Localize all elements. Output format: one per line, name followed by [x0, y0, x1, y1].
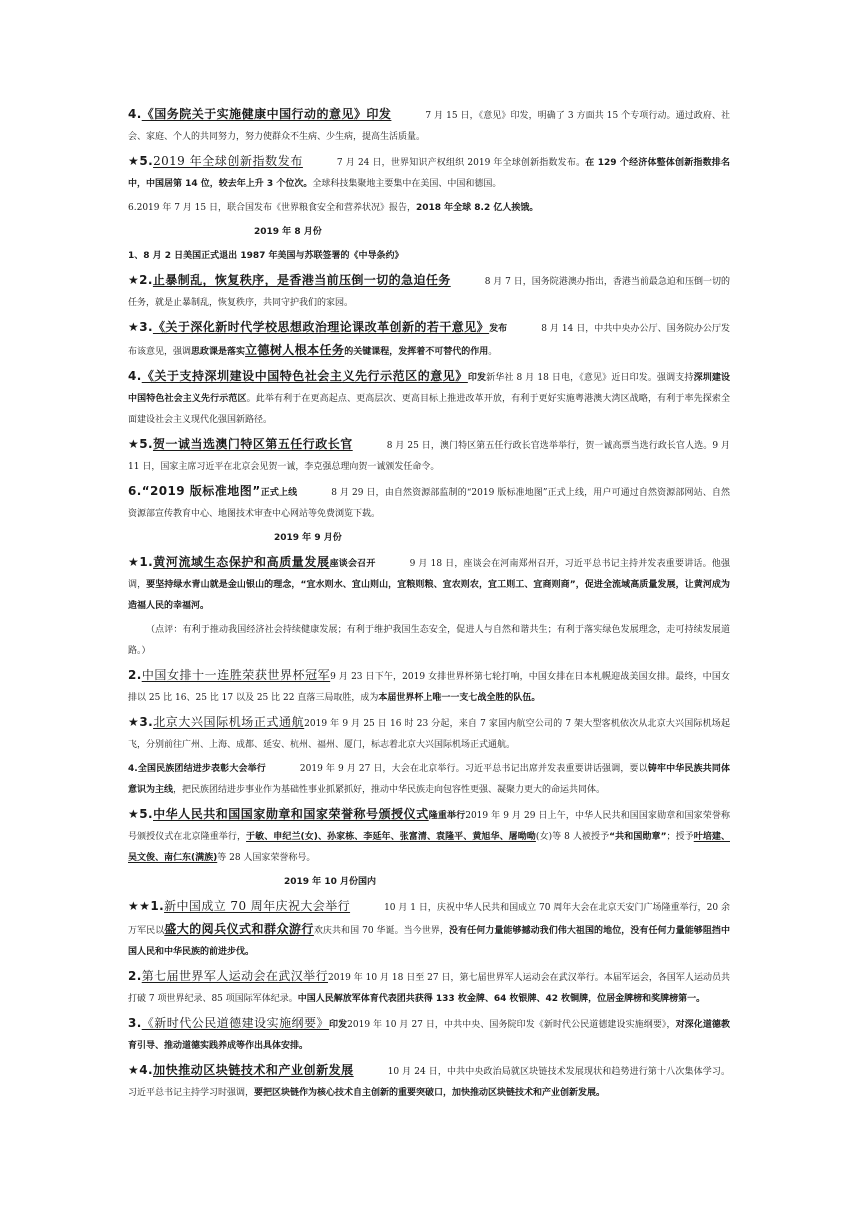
item-number: ★4. — [128, 1063, 153, 1077]
news-item-innovation-index — [128, 151, 730, 195]
item-headline: 《国务院关于实施健康中国行动的意见》印发 — [141, 107, 392, 121]
news-item-shenzhen — [128, 366, 730, 431]
item-body: 8 月 25 日，澳门特区第五任行政长官选举举行，贺一诚高票当选行政长官人选。9 月 11 日，国家主席习近平在北京会见贺一诚，李克强总理向贺一诚颁发任命令。 — [128, 441, 730, 472]
news-item-70th-anniversary — [128, 896, 730, 963]
item-body: 8 月 29 日，由自然资源部监制的“2019 版标准地图”正式上线，用户可通过自然资源部网站、自然资源部宣传教育中心、地图技术审查中心网站等免费浏览下载。 — [128, 488, 730, 519]
item-body: 8 月 14 日，中共中央办公厅、国务院办公厅发布该意见，强调 — [128, 324, 730, 357]
item-body: 7 月 24 日，世界知识产权组织 2019 年全球创新指数发布。 — [336, 158, 586, 168]
section-heading-august: 2019 年 8 月份 — [254, 227, 322, 237]
item-headline-suffix: 隆重举行 — [428, 811, 466, 821]
item-body-bold: 铸牢中华民族共同体意识为主线 — [128, 764, 730, 795]
item-body: 9 月 18 日，座谈会在河南郑州召开，习近平总书记主持并发表重要讲话。他强调， — [128, 559, 730, 590]
item-body: ；授予 — [666, 832, 694, 842]
item-body: 2019 年 9 月 29 日上午，中华人民共和国国家勋章和国家荣誉称号颁授仪式在北京隆重举行， — [128, 811, 730, 842]
item-number: ★2. — [128, 273, 153, 287]
news-item-inf-treaty: 1、8 月 2 日美国正式退出 1987 年美国与苏联签署的《中导条约》 — [128, 251, 404, 261]
item-body: 欢庆共和国 70 华诞。当今世界， — [313, 926, 450, 936]
item-body-bold: 要把区块链作为核心技术自主创新的重要突破口，加快推动区块链技术和产业创新发展。 — [254, 1088, 606, 1098]
news-item-food-security — [128, 198, 730, 219]
item-body: 10 月 1 日，庆祝中华人民共和国成立 70 周年大会在北京天安门广场隆重举行，20 余万军民以 — [128, 903, 730, 936]
item-body-bold: 本届世界杯上唯一一支七战全胜的队伍。 — [378, 693, 541, 703]
news-item-commentary: （点评：有利于推动我国经济社会持续健康发展；有利于维护我国生态安全，促进人与自然和谐共生；有利于落实绿色发展理念，走可持续发展道路。） — [128, 625, 730, 656]
item-body: 2019 年 10 月 18 日至 27 日，第七届世界军人运动会在武汉举行。本届军运会，各国军人运动员共打破 7 项世界纪录、85 项国际军体纪录。 — [128, 973, 730, 1004]
item-body: 。 — [488, 347, 498, 357]
item-number: 4. — [128, 369, 142, 383]
item-number: 4. — [128, 107, 142, 121]
item-headline-suffix: 发布 — [489, 324, 508, 334]
item-headline: 全国民族团结进步表彰大会举行 — [137, 764, 266, 774]
item-body: 2019 年 9 月 25 日 16 时 23 分起，来自 7 家国内航空公司的 7 架大型客机依次从北京大兴国际机场起飞，分别前往广州、上海、成都、延安、杭州、福州、厦门，标志着北京大兴国际机场正式通航。 — [128, 719, 730, 750]
item-body-bold: 对深化道德教育引导、推动道德实践养成等作出具体安排。 — [128, 1020, 730, 1051]
news-item-health-china — [128, 104, 730, 148]
item-body: 新华社 8 月 18 日电，《意见》近日印发。强调支持 — [486, 373, 694, 383]
item-body-bold: 在 129 个经济体整体创新指数排名中，中国居第 14 位，较去年上升 3 个位次。 — [128, 158, 730, 189]
item-body-bold: 要坚持绿水青山就是金山银山的理念，“宜水则水、宜山则山，宜粮则粮、宜农则农，宜工则工、宜商则商”，促进全流域高质量发展，让黄河成为造福人民的幸福河。 — [128, 580, 730, 611]
section-heading-october: 2019 年 10 月份国内 — [284, 877, 376, 887]
item-body: ，把民族团结进步事业作为基础性事业抓紧抓好，推动中华民族走向包容性更强、凝聚力更大的命运共同体。 — [173, 785, 606, 795]
item-body-bold: 中国人民解放军体育代表团共获得 133 枚金牌、64 枚银牌、42 枚铜牌，位居金牌榜和奖牌榜第一。 — [297, 994, 706, 1004]
item-headline: 北京大兴国际机场正式通航 — [153, 715, 305, 729]
item-body: 9 月 23 日下午，2019 女排世界杯第七轮打响，中国女排在日本札幌迎战美国女排。最终，中国女排以 25 比 16、25 比 17 以及 25 比 22 直落三局取胜，成为 — [128, 672, 730, 703]
item-headline-suffix: 印发 — [467, 373, 487, 383]
news-item-national-medals — [128, 804, 730, 869]
item-body-bold: 的关键课程，发挥着不可替代的作用 — [344, 347, 489, 357]
news-item-ethnic-unity — [128, 759, 730, 801]
item-headline: 2019 年全球创新指数发布 — [153, 154, 303, 168]
item-body-emphasis: 叶培建、吴文俊、南仁东(满族) — [128, 832, 730, 863]
item-headline: 贺一诚当选澳门特区第五任行政长官 — [152, 437, 353, 451]
item-headline: 止暴制乱，恢复秩序，是香港当前压倒一切的急迫任务 — [152, 273, 451, 287]
news-item-yellow-river — [128, 552, 730, 617]
item-number: 4. — [128, 764, 138, 774]
item-body-bold: 没有任何力量能够撼动我们伟大祖国的地位，没有任何力量能够阻挡中国人民和中华民族的前进步伐。 — [128, 926, 730, 957]
item-body: 2019 年 9 月 27 日，大会在北京举行。习近平总书记出席并发表重要讲话强调，要以 — [299, 764, 648, 774]
item-number: ★5. — [128, 154, 154, 168]
news-item-standard-map — [128, 481, 730, 525]
item-headline-suffix: 正式上线 — [260, 488, 298, 498]
item-body: 10 月 24 日，中共中央政治局就区块链技术发展现状和趋势进行第十八次集体学习。习近平总书记主持学习时强调， — [128, 1067, 730, 1098]
item-number: 3. — [128, 1016, 142, 1030]
item-headline: 中华人民共和国国家勋章和国家荣誉称号颁授仪式 — [153, 807, 429, 821]
item-headline: 第七届世界军人运动会在武汉举行 — [141, 969, 328, 983]
news-item-macao — [128, 434, 730, 478]
item-body: 6.2019 年 7 月 15 日，联合国发布《世界粮食安全和营养状况》报告， — [128, 203, 416, 213]
item-body: 7 月 15 日，《意见》印发，明确了 3 方面共 15 个专项行动。通过政府、社会、家庭、个人的共同努力，努力使群众不生病、少生病，提高生活质量。 — [128, 111, 730, 142]
item-headline: 《关于支持深圳建设中国特色社会主义先行示范区的意见》 — [141, 369, 468, 383]
document-page — [128, 104, 730, 1107]
news-item-blockchain — [128, 1060, 730, 1104]
item-body-bold: 2018 年全球 8.2 亿人挨饿。 — [415, 203, 539, 213]
item-number: 2. — [128, 668, 142, 682]
item-body-emphasis: 盛大的阅兵仪式和群众游行 — [164, 922, 314, 936]
item-body: 。此举有利于在更高起点、更高层次、更高目标上推进改革开放，有利于更好实施粤港澳大湾区战略，有利于率先探索全面建设社会主义现代化强国新路径。 — [128, 394, 730, 425]
item-body: 8 月 7 日，国务院港澳办指出，香港当前最急迫和压倒一切的任务，就是止暴制乱，恢复秩序，共同守护我们的家园。 — [128, 277, 730, 308]
item-body: 等 28 人国家荣誉称号。 — [217, 853, 316, 863]
item-body-bold: 深圳建设中国特色社会主义先行示范区 — [128, 373, 730, 404]
news-item-hong-kong — [128, 270, 730, 314]
item-number: 6. — [128, 484, 142, 498]
item-number: ★5. — [128, 807, 153, 821]
item-headline-suffix: 印发 — [329, 1020, 348, 1030]
news-item-civic-morality — [128, 1013, 730, 1057]
item-number: ★5. — [128, 437, 153, 451]
item-number: ★3. — [128, 320, 153, 334]
item-headline: 黄河流域生态保护和高质量发展 — [153, 555, 330, 569]
news-item-volleyball — [128, 665, 730, 709]
item-headline-suffix: 座谈会召开 — [329, 559, 376, 569]
item-headline: “2019 版标准地图” — [141, 484, 261, 498]
section-heading-september: 2019 年 9 月份 — [274, 533, 342, 543]
news-item-military-games — [128, 966, 730, 1010]
item-number: ★3. — [128, 715, 154, 729]
item-number: 2. — [128, 969, 142, 983]
item-body-bold: 思政课是落实 — [191, 347, 246, 357]
item-headline: 《关于深化新时代学校思想政治理论课改革创新的若干意见》 — [152, 320, 490, 334]
item-number: ★1. — [128, 555, 154, 569]
item-number: ★★1. — [128, 899, 165, 913]
item-headline: 新中国成立 70 周年庆祝大会举行 — [164, 899, 351, 913]
item-body-emphasis: 立德树人根本任务 — [245, 343, 345, 357]
item-body: (女)等 8 人被授予 — [535, 832, 610, 842]
news-item-ideology-course — [128, 317, 730, 363]
item-body: 2019 年 10 月 27 日，中共中央、国务院印发《新时代公民道德建设实施纲要》， — [347, 1020, 676, 1030]
item-headline: 加快推动区块链技术和产业创新发展 — [153, 1063, 354, 1077]
item-body-emphasis: 于敏、申纪兰(女)、孙家栋、李延年、张富清、袁隆平、黄旭华、屠呦呦 — [246, 832, 536, 842]
item-headline: 中国女排十一连胜荣获世界杯冠军 — [141, 668, 331, 682]
news-item-daxing-airport — [128, 712, 730, 756]
item-headline: 《新时代公民道德建设实施纲要》 — [141, 1016, 329, 1030]
item-body: 全球科技集聚地主要集中在美国、中国和德国。 — [312, 179, 502, 189]
item-body-bold: “共和国勋章” — [609, 832, 667, 842]
